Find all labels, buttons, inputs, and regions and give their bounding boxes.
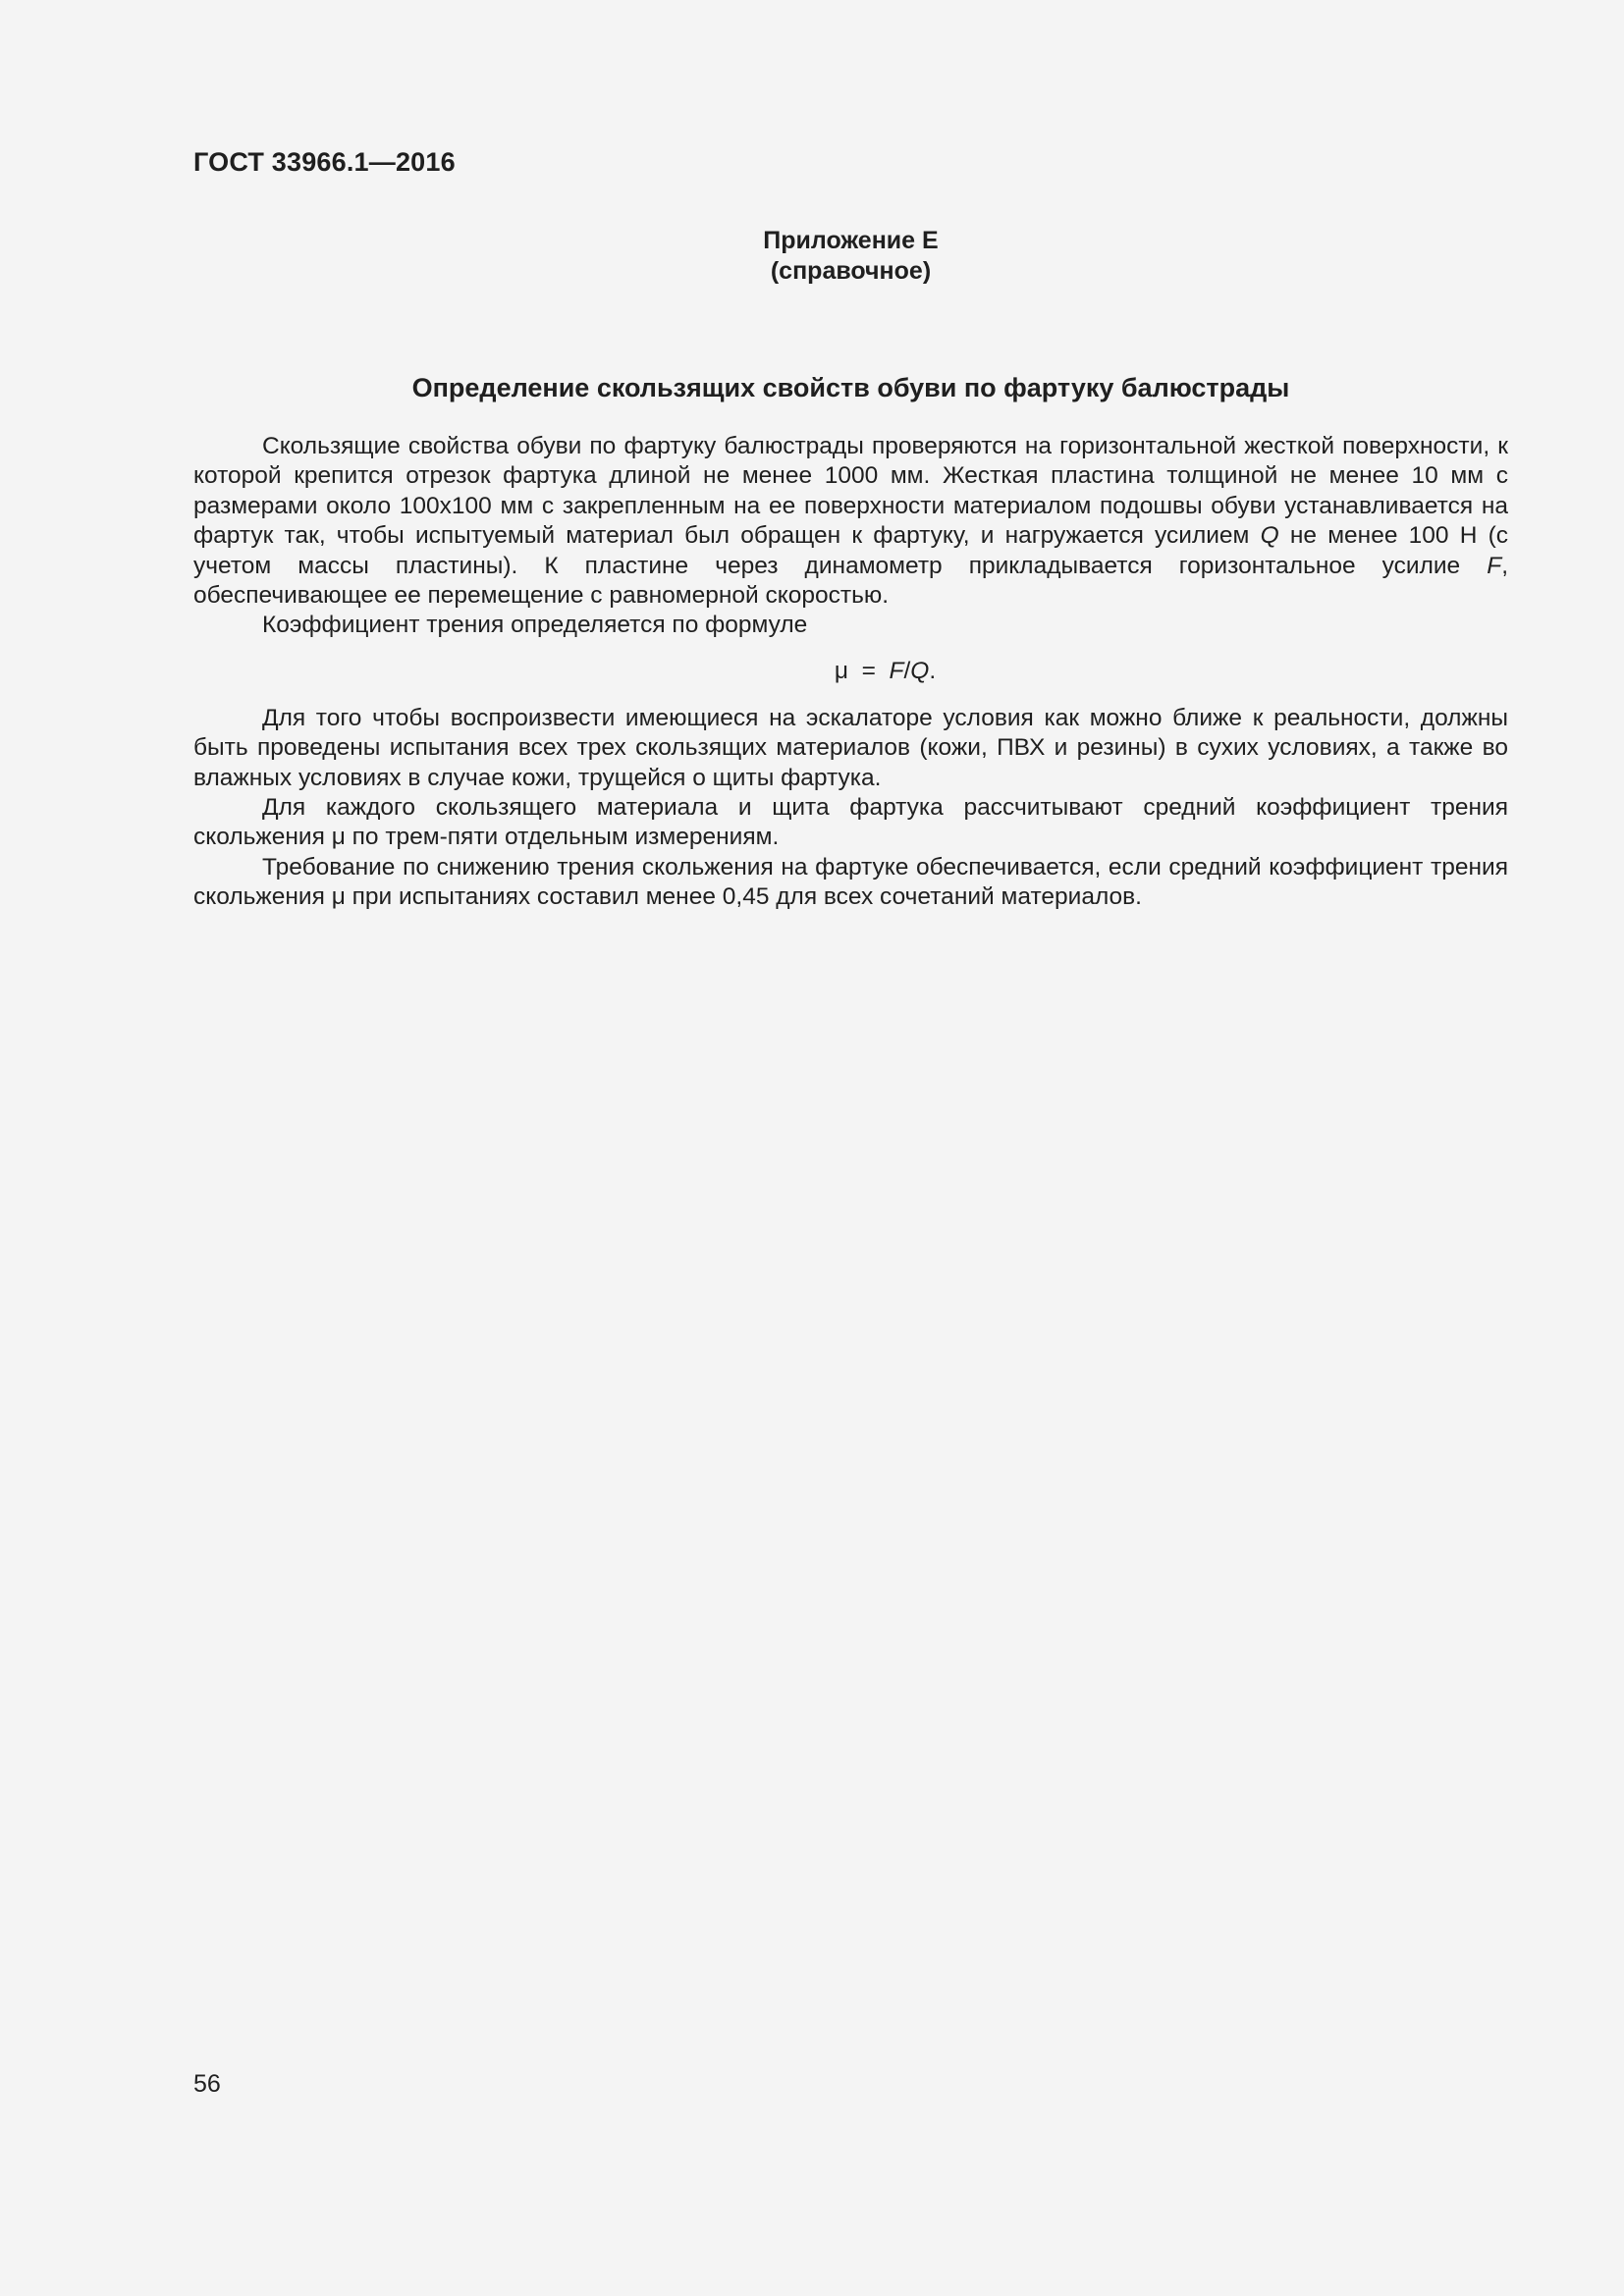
paragraph-1-text-a: Скользящие свойства обуви по фартуку балюстрады проверяются на горизонтальной жесткой поверхности, к которой крепится отрезок фартука длиной не менее 1000 мм. Жесткая пластина толщиной не менее 10 мм с размерами около 100х100 мм с закрепленным на ее поверхности материалом подошвы обуви устанавливается на фартук так, чтобы испытуемый материал был обращен к фартуку, и нагружается усилием xyxy=(193,433,1508,550)
formula-slash: / xyxy=(903,657,911,684)
paragraph-1-text-c: , обеспечивающее ее перемещение с равномерной скоростью. xyxy=(193,552,1508,610)
formula-lhs: μ = xyxy=(834,657,890,684)
paragraph-3: Для того чтобы воспроизвести имеющиеся на эскалаторе условия как можно ближе к реальности, должны быть проведены испытания всех трех скользящих материалов (кожи, ПВХ и резины) в сухих условиях, а также во влажных условиях в случае кожи, трущейся о щиты фартука. xyxy=(193,704,1508,791)
appendix-title: Приложение Е xyxy=(763,227,939,254)
page-number: 56 xyxy=(193,2070,221,2098)
body-text xyxy=(193,432,1508,913)
variable-q: Q xyxy=(1260,522,1279,550)
paragraph-5: Требование по снижению трения скольжения на фартуке обеспечивается, если средний коэффициент трения скольжения μ при испытаниях составил менее 0,45 для всех сочетаний материалов. xyxy=(193,853,1508,911)
paragraph-1-text-b: не менее 100 Н (с учетом массы пластины). К пластине через динамометр прикладывается горизонтальное усилие xyxy=(193,522,1508,579)
standard-code: ГОСТ 33966.1—2016 xyxy=(193,147,456,177)
variable-f: F xyxy=(1487,552,1502,579)
appendix-heading xyxy=(193,226,1508,287)
section-title: Определение скользящих свойств обуви по фартуку балюстрады xyxy=(411,373,1290,402)
friction-formula xyxy=(193,657,1508,686)
formula-end: . xyxy=(929,657,937,684)
formula-f: F xyxy=(889,657,904,684)
paragraph-2: Коэффициент трения определяется по формуле xyxy=(262,612,808,639)
paragraph-1 xyxy=(193,432,1508,611)
appendix-note: (справочное) xyxy=(770,257,932,285)
formula-q: Q xyxy=(910,657,930,684)
paragraph-4: Для каждого скользящего материала и щита фартука рассчитывают средний коэффициент трения скольжения μ по трем-пяти отдельным измерениям. xyxy=(193,794,1508,851)
